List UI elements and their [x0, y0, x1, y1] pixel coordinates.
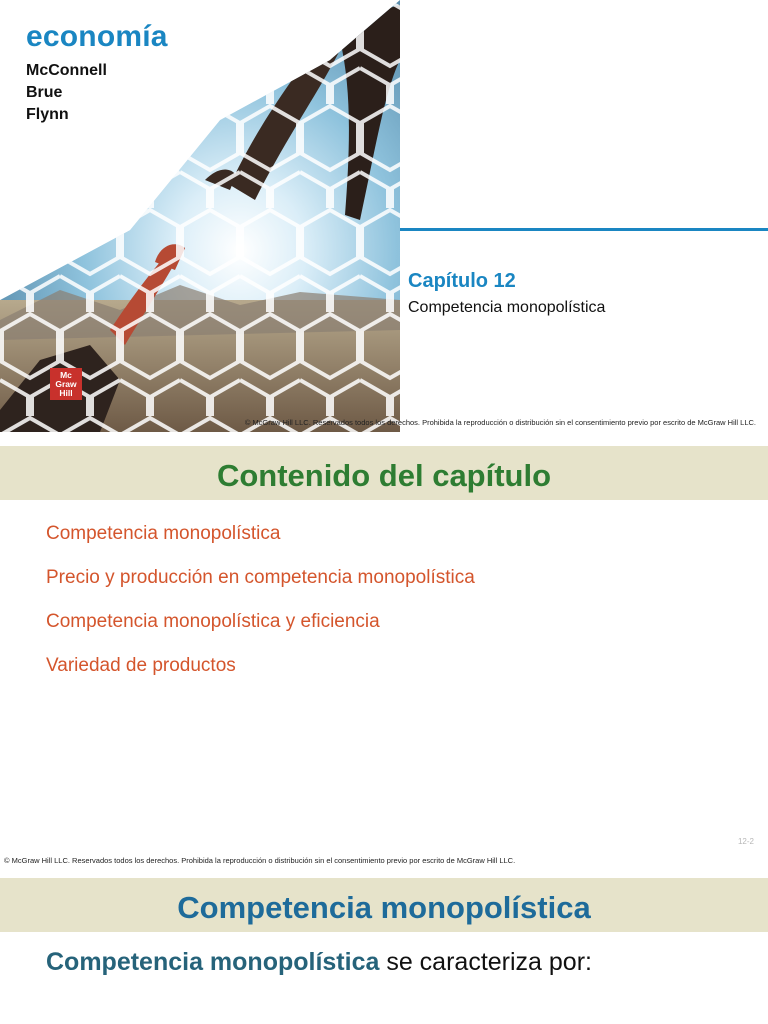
- copyright-notice: © McGraw Hill LLC. Reservados todos los derechos. Prohibida la reproducción o distribución sin el consentimiento previo por escrito de McGraw Hill LLC.: [244, 418, 756, 427]
- chapter-number: Capítulo 12: [408, 270, 516, 292]
- contents-list: [46, 519, 475, 695]
- title-divider: [400, 228, 768, 231]
- next-slide: [0, 878, 768, 1024]
- lead-sentence: [46, 948, 592, 977]
- book-title: economía: [26, 20, 168, 53]
- author-name: McConnell: [26, 62, 107, 79]
- chapter-title: Competencia monopolística: [408, 299, 606, 316]
- contents-slide: [0, 432, 768, 878]
- title-bar: [0, 446, 768, 500]
- slide-title: Contenido del capítulo: [216, 458, 552, 493]
- slide-title: Competencia monopolística: [177, 890, 591, 925]
- key-term: Competencia monopolística: [46, 948, 380, 976]
- contents-item: Precio y producción en competencia monopolística: [46, 567, 475, 588]
- slide-number: 12-2: [737, 837, 754, 846]
- author-list: [26, 60, 107, 126]
- copyright-notice: © McGraw Hill LLC. Reservados todos los derechos. Prohibida la reproducción o distribución sin el consentimiento previo por escrito de McGraw Hill LLC.: [4, 856, 516, 865]
- cover-slide: [0, 0, 768, 432]
- contents-item: Variedad de productos: [46, 655, 236, 676]
- title-bar: [0, 878, 768, 932]
- author-name: Flynn: [26, 106, 69, 123]
- contents-item: Competencia monopolística: [46, 523, 281, 544]
- author-name: Brue: [26, 84, 63, 101]
- lead-text: se caracteriza por:: [379, 948, 592, 976]
- contents-item: Competencia monopolística y eficiencia: [46, 611, 380, 632]
- mcgraw-hill-logo: Mc Graw Hill: [50, 368, 82, 400]
